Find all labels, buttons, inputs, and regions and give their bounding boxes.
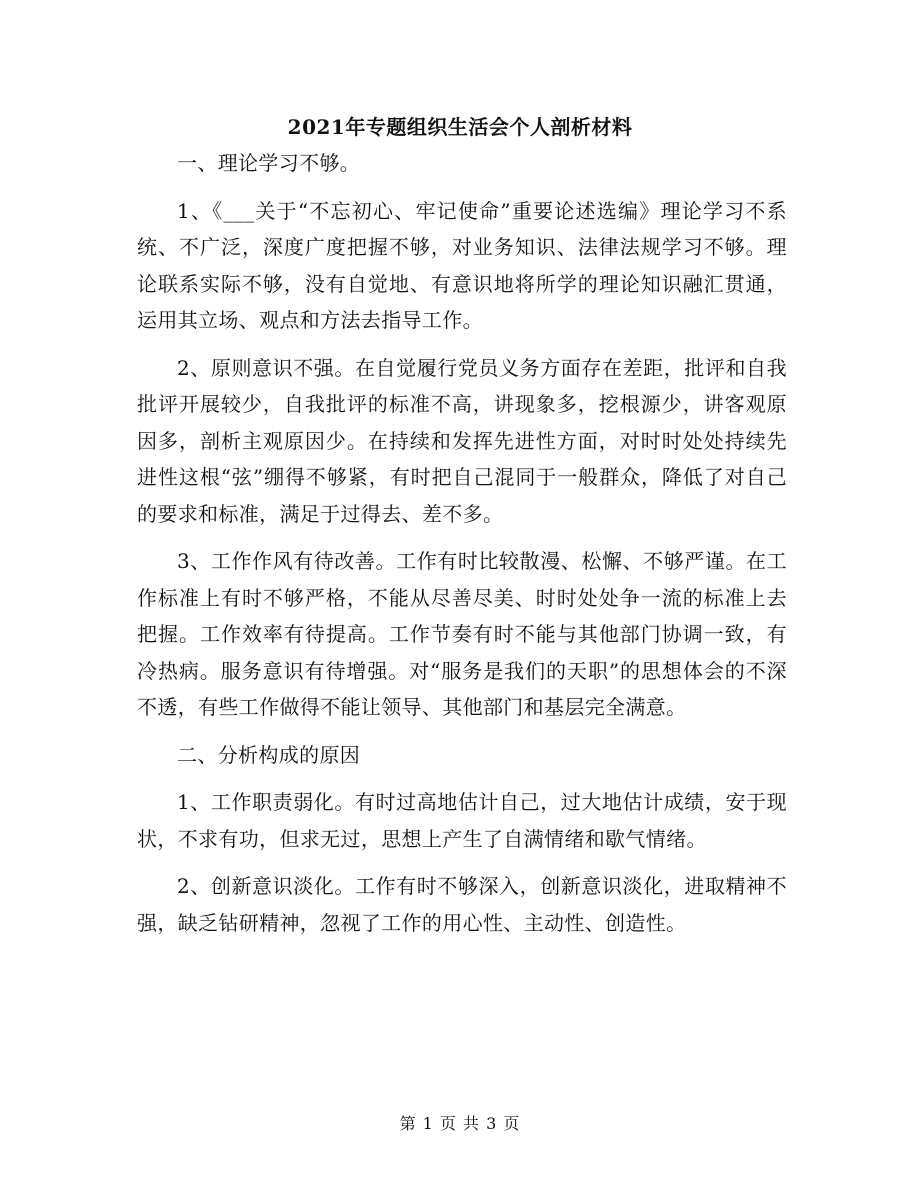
paragraph: 3、工作作风有待改善。工作有时比较散漫、松懈、不够严谨。在工作标准上有时不够严格，不能从尽善尽美、时时处处争一流的标准上去把握。工作效率有待提高。工作节奏有时不能与其他部门协调一致，有冷热病。服务意识有待增强。对“服务是我们的天职”的思想体会的不深不透，有些工作做得不能让领导、其他部门和基层完全满意。: [137, 549, 787, 719]
document-title: 2021年专题组织生活会个人剖析材料: [287, 115, 633, 139]
paragraph: 2、原则意识不强。在自觉履行党员义务方面存在差距，批评和自我批评开展较少，自我批评的标准不高，讲现象多，挖根源少，讲客观原因多，剖析主观原因少。在持续和发挥先进性方面，对时时处处持续先进性这根“弦”绷得不够紧，有时把自己混同于一般群众，降低了对自己的要求和标准，满足于过得去、差不多。: [137, 355, 787, 526]
section-heading-2: 二、分析构成的原因: [177, 742, 361, 767]
document-body: [137, 145, 787, 941]
page-number-footer: 第 1 页 共 3 页: [399, 1114, 521, 1133]
section-heading-1: 一、理论学习不够。: [177, 151, 361, 175]
paragraph: 1、《___关于“不忘初心、牢记使命”重要论述选编》理论学习不系统、不广泛，深度广度把握不够，对业务知识、法律法规学习不够。理论联系实际不够，没有自觉地、有意识地将所学的理论知识融汇贯通，运用其立场、观点和方法去指导工作。: [137, 198, 787, 332]
paragraph: 2、创新意识淡化。工作有时不够深入，创新意识淡化，进取精神不强，缺乏钻研精神，忽视了工作的用心性、主动性、创造性。: [137, 874, 787, 935]
paragraph: 1、工作职责弱化。有时过高地估计自己，过大地估计成绩，安于现状，不求有功，但求无过，思想上产生了自满情绪和歇气情绪。: [137, 790, 787, 851]
